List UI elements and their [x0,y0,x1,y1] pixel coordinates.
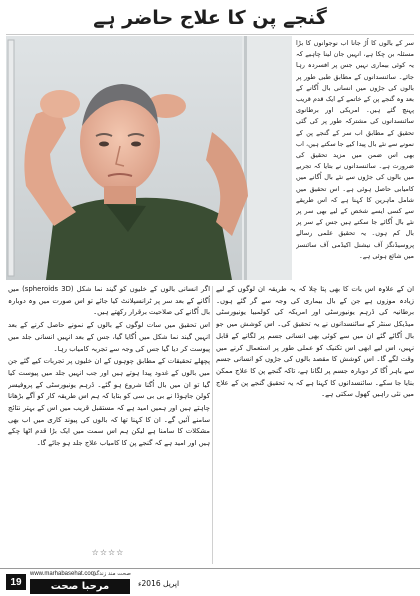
article-header [6,2,414,35]
column-divider [212,286,213,564]
article-headline: گنجے پن کا علاج حاضر ہے [93,7,327,29]
article-column-right-bottom [216,284,414,567]
paragraph: پچھلے تحقیقات کے مطابق چوہوں کے ان خلیوں پر تجربات کیے گئے جن میں بالوں کے غدود پیدا ہوتے ہیں اور جب انہیں جلد میں پیوست کیا گیا تو ان میں بال اُگنا شروع ہو گئے۔ ڈرہم یونیورسٹی کے پروفیسر کولن جاہوڈا نے بی بی سی کو بتایا کہ ہم اس طریقہ کار کو آگے بڑھانا چاہتے ہیں اور ہمیں امید ہے کہ مستقبل قریب میں اس کے بہتر نتائج سامنے آئیں گے۔ ان کا کہنا تھا کہ بالوں کی پیوند کاری میں اب بھی مشکلات کا سامنا ہے لیکن ہم اس سمت میں ایک بڑا قدم اٹھا چکے ہیں اور امید ہے کہ گنجے پن کا کامیاب علاج جلد ہو جائے گا۔ [8,357,210,448]
issue-date: اپریل 2016ء [138,579,180,588]
magazine-tagline: صحت مند زندگی [92,571,131,577]
article-photo-man-checking-hair [6,36,292,280]
paragraph: سر کے بالوں کا اُڑ جانا اب نوجوانوں کا بڑا مسئلہ بن چکا ہے، انہیں جان لینا چاہیے کہ یہ کوئی بیماری نہیں جس پر افسردہ رہا جائے۔ سائنسدانوں کے مطابق طبی طور پر بالوں کی جڑوں میں انسانی بال اُگانے کے بعد وہ گنجے پن کے خاتمے کے ایک قدم قریب پہنچ گئے ہیں۔ امریکی اور برطانوی سائنسدانوں کی مشترکہ طور پر کی گئی تحقیق کے مطابق اب سر کے گنجے پن کے نمونے سے نئے بال پیدا کیے جا سکتے ہیں، اب بھی اس ضمن میں مزید تحقیق کی ضرورت ہے۔ سائنسدانوں نے بتایا کہ تجربے میں بالوں کی جڑوں سے نئے بال اُگانے میں کامیابی حاصل ہوئی ہے۔ اس تحقیق میں شامل ماہرین کا کہنا ہے کہ اس طریقے سے کسی ایسے شخص کے لیے بھی سر پر نئے بال اُگائے جا سکتے ہیں جس کے سر پر بال کم ہوں۔ یہ تحقیق علمی رسالے پروسیڈنگز آف نیشنل اکیڈمی آف سائنسز میں شائع ہوئی ہے۔ [296,39,414,260]
paragraph: اگر انسانی بالوں کے خلیوں کو گیند نما شکل (spheroids 3D) میں اُگانے کے بعد سر پر ٹرانسپلانٹ کیا جائے تو اس صورت میں وہ دوبارہ بال اُگانے کی صلاحیت برقرار رکھتے ہیں۔ [8,285,210,317]
article-column-right-top [296,38,414,282]
page-footer [0,568,420,596]
article-column-left [8,284,210,546]
paragraph: اس تحقیق میں سات لوگوں کے بالوں کے نمونے حاصل کرنے کے بعد انہیں گیند نما شکل میں اُگایا گیا، جس کے بعد انہیں انسانی جلد میں پیوست کر دیا گیا جس کی وجہ سے تجربہ کامیاب رہا۔ [8,321,210,353]
magazine-logo: مرحبا صحت [30,579,130,594]
website-url[interactable]: www.marhabasehat.com [30,571,96,577]
page-number: 19 [6,574,26,590]
photo-illustration [6,36,292,280]
end-stars: ☆☆☆☆ [91,548,125,557]
paragraph: ان کے علاوہ اس بات کا بھی پتا چلا کہ یہ طریقہ ان لوگوں کے لیے زیادہ موزوں ہے جن کے بال بیماری کی وجہ سے گر گئے ہوں۔ برطانیہ کی ڈرہم یونیورسٹی اور امریکہ کی کولمبیا یونیورسٹی میڈیکل سنٹر کے سائنسدانوں نے یہ تحقیق کی۔ اس کوشش میں جو بال اُگائے گئے ان میں سے کوئی بھی انسانی جسم پر لگانے کے قابل نہیں، اس لیے ابھی اس تکنیک کو عملی طور پر استعمال کرنے میں وقت لگے گا۔ اس کوشش کا مقصد بالوں کی جڑوں کو انسانی جسم سے باہر اُگا کر دوبارہ جسم پر لگانا ہے، تاکہ گنجے پن کا علاج ممکن بنایا جا سکے۔ سائنسدانوں کا کہنا ہے کہ یہ تحقیق گنجے پن کے علاج میں نئی راہیں کھول سکتی ہے۔ [216,285,414,399]
